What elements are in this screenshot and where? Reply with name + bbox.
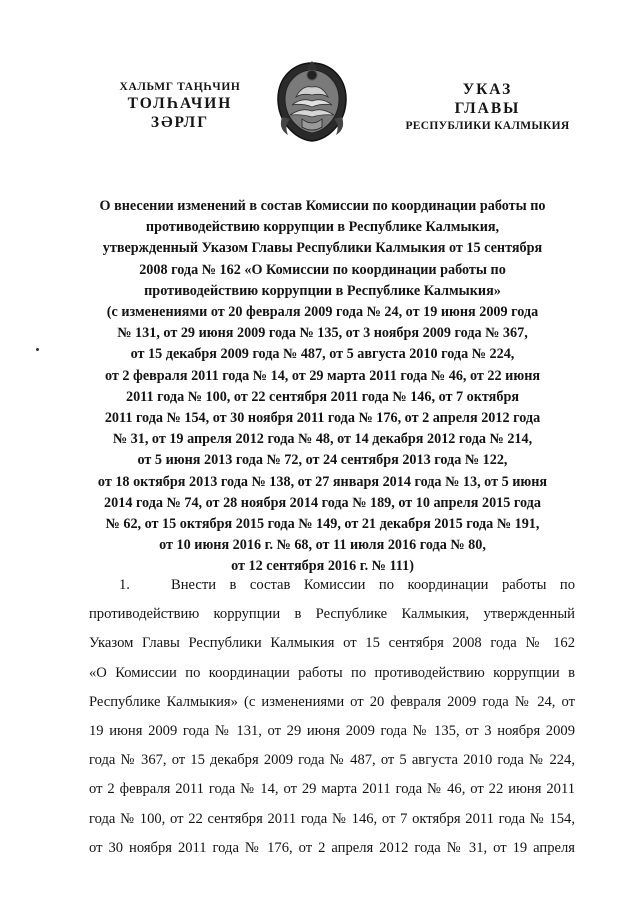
title-line: противодействию коррупции в Республике Калмыкия» bbox=[144, 282, 501, 299]
paragraph-line: от 2 февраля 2011 года № 14, от 29 марта 2011 года № 46, от 22 июня 2011 bbox=[89, 781, 575, 798]
header-head-word: ГЛАВЫ bbox=[454, 100, 521, 117]
title-line: от 12 сентября 2016 г. № 111) bbox=[231, 558, 414, 575]
title-line: 2011 года № 100, от 22 сентября 2011 года № 146, от 7 октября bbox=[125, 388, 520, 405]
paragraph-line: Указом Главы Республики Калмыкия от 15 сентября 2008 года № 162 bbox=[89, 635, 575, 652]
title-line: от 18 октября 2013 года № 138, от 27 января 2014 года № 13, от 5 июня bbox=[97, 473, 548, 490]
paragraph-first-line-text: Внести в состав Комиссии по координации работы по bbox=[171, 577, 575, 593]
paragraph-first-line bbox=[89, 571, 575, 600]
header-kalmyk-block bbox=[95, 80, 265, 132]
title-line: от 2 февраля 2011 года № 14, от 29 марта 2011 года № 46, от 22 июня bbox=[104, 367, 541, 384]
title-line: от 15 декабря 2009 года № 487, от 5 августа 2010 года № 224, bbox=[130, 346, 515, 363]
paragraph-line: Республике Калмыкия» (с изменениями от 20 февраля 2009 года № 24, от bbox=[89, 693, 575, 710]
document-header bbox=[0, 0, 640, 150]
title-line: № 31, от 19 апреля 2012 года № 48, от 14 декабря 2012 года № 214, bbox=[112, 431, 533, 448]
header-kalmyk-line-1: ХАЛЬМГ ТАҢҺЧИН bbox=[119, 81, 241, 93]
paragraph-line: 19 июня 2009 года № 131, от 29 июня 2009 года № 135, от 3 ноября 2009 bbox=[89, 722, 575, 739]
header-decree-word: УКАЗ bbox=[462, 81, 513, 98]
header-kalmyk-line-3: ЗӘРЛГ bbox=[150, 114, 210, 131]
paragraph-line: противодействию коррупции в Республике Калмыкия, утвержденный bbox=[89, 606, 575, 623]
paragraph-line: года № 100, от 22 сентября 2011 года № 146, от 7 октября 2011 года № 154, bbox=[89, 810, 575, 827]
title-line: утвержденный Указом Главы Республики Калмыкия от 15 сентября bbox=[102, 240, 543, 257]
paragraph-line: от 30 ноября 2011 года № 176, от 2 апреля 2012 года № 31, от 19 апреля bbox=[89, 839, 575, 856]
document-body bbox=[89, 571, 575, 863]
paragraph-line: года № 367, от 15 декабря 2009 года № 487, от 5 августа 2010 года № 224, bbox=[89, 752, 575, 769]
title-line: от 5 июня 2013 года № 72, от 24 сентября 2013 года № 122, bbox=[137, 452, 508, 469]
title-line: О внесении изменений в состав Комиссии по координации работы по bbox=[99, 198, 546, 214]
paragraph-line: «О Комиссии по координации работы по противодействию коррупции в bbox=[89, 664, 575, 681]
header-kalmyk-line-2: ТОЛҺАЧИН bbox=[127, 95, 233, 112]
title-line: № 131, от 29 июня 2009 года № 135, от 3 ноября 2009 года № 367, bbox=[117, 325, 528, 342]
title-line: (с изменениями от 20 февраля 2009 года № 24, от 19 июня 2009 года bbox=[106, 304, 539, 321]
title-line: 2014 года № 74, от 28 ноября 2014 года № 189, от 10 апреля 2015 года bbox=[104, 494, 541, 511]
title-line: 2008 года № 162 «О Комиссии по координации работы по bbox=[139, 261, 506, 278]
document-title bbox=[80, 196, 565, 578]
title-line: от 10 июня 2016 г. № 68, от 11 июля 2016 года № 80, bbox=[159, 537, 486, 554]
header-republic-name: РЕСПУБЛИКИ КАЛМЫКИЯ bbox=[405, 120, 570, 132]
item-number: 1. bbox=[119, 577, 130, 593]
header-russian-block bbox=[400, 80, 575, 134]
title-line: 2011 года № 154, от 30 ноября 2011 года № 176, от 2 апреля 2012 года bbox=[104, 410, 541, 427]
title-line: противодействию коррупции в Республике Калмыкия, bbox=[145, 219, 500, 236]
coat-of-arms-emblem-icon bbox=[272, 57, 352, 145]
scan-speck bbox=[36, 348, 39, 351]
title-line: № 62, от 15 октября 2015 года № 149, от 21 декабря 2015 года № 191, bbox=[105, 516, 540, 533]
